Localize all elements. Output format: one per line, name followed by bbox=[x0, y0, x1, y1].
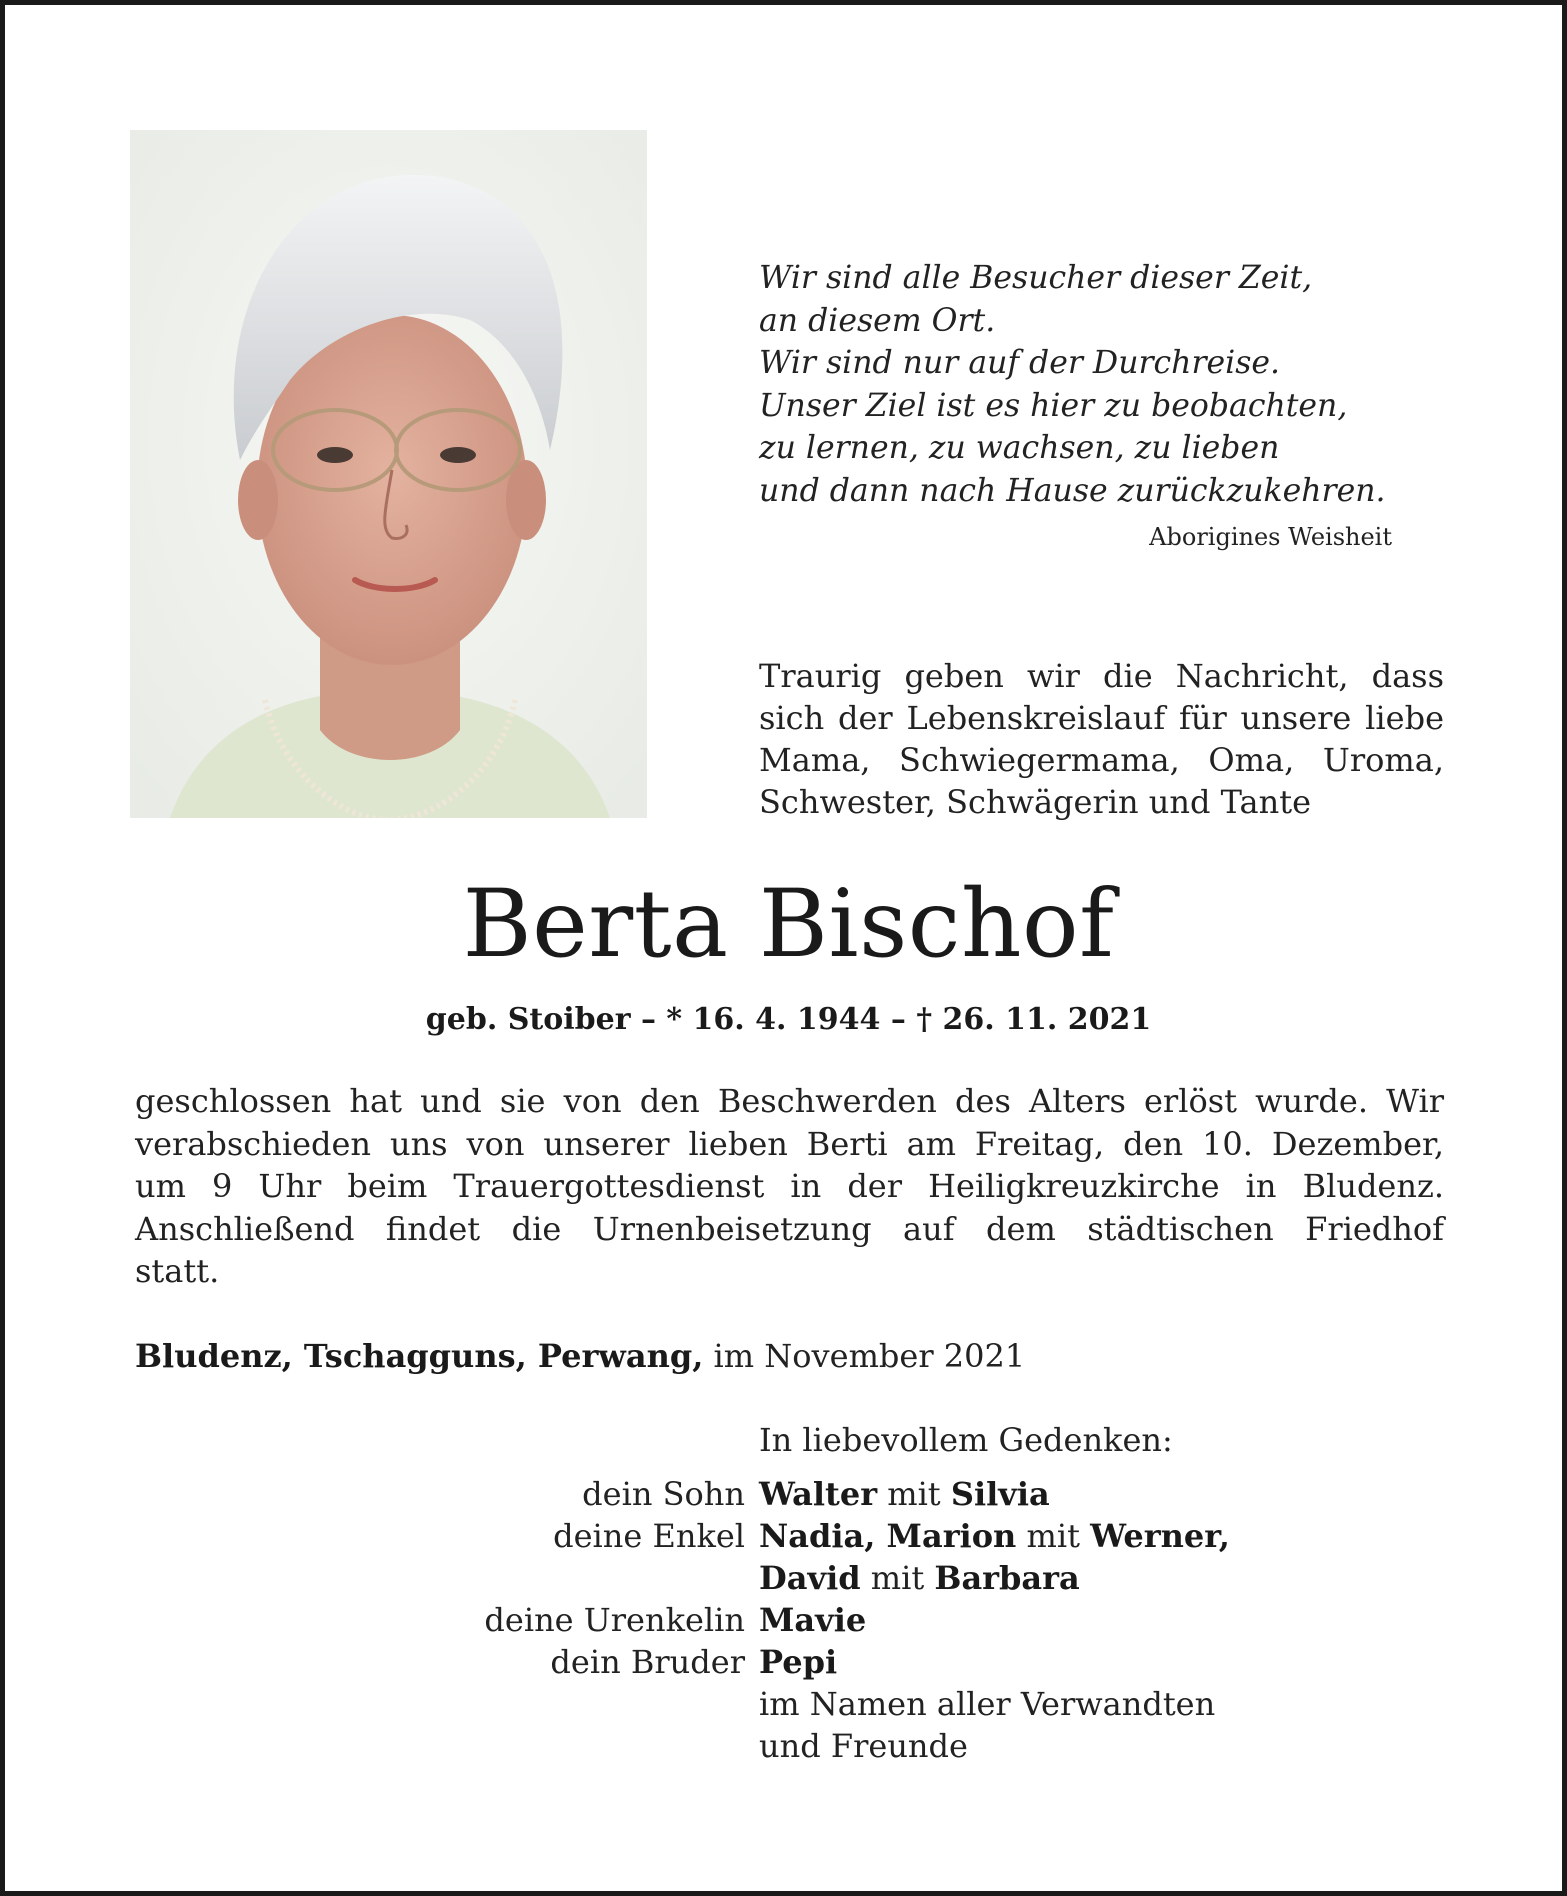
poem-line: zu lernen, zu wachsen, zu lieben bbox=[759, 430, 1280, 466]
mourner-names bbox=[759, 1473, 1050, 1515]
intro-line: Schwester, Schwägerin und Tante bbox=[759, 783, 1311, 821]
mourner-names bbox=[759, 1641, 837, 1683]
poem-source: Aborigines Weisheit bbox=[1149, 523, 1392, 551]
intro-line: Mama, Schwiegermama, Oma, Uroma, bbox=[759, 741, 1444, 779]
mourner-names bbox=[759, 1557, 1080, 1599]
place-date: im November 2021 bbox=[713, 1337, 1026, 1375]
mourner-names bbox=[759, 1515, 1230, 1557]
memory-heading: In liebevollem Gedenken: bbox=[759, 1421, 1173, 1459]
intro-text bbox=[759, 655, 1444, 823]
intro-line: Traurig geben wir die Nachricht, dass bbox=[759, 657, 1444, 695]
intro-line: sich der Lebenskreislauf für unsere liebe bbox=[759, 699, 1444, 737]
deceased-dates: geb. Stoiber – * 16. 4. 1944 – † 26. 11. 2021 bbox=[425, 1002, 1152, 1037]
poem-line: Wir sind nur auf der Durchreise. bbox=[759, 345, 1281, 381]
poem-line: und dann nach Hause zurückzukehren. bbox=[759, 472, 1386, 509]
poem-line: an diesem Ort. bbox=[759, 302, 996, 339]
announcement-text bbox=[135, 1080, 1444, 1293]
mourners-list bbox=[5, 1473, 1567, 1767]
mourner-row bbox=[5, 1599, 1567, 1641]
closing-line: im Namen aller Verwandten bbox=[759, 1685, 1216, 1723]
poem-line: Unser Ziel ist es hier zu beobachten, bbox=[759, 387, 1348, 424]
mourner-name: Barbara bbox=[934, 1559, 1080, 1597]
closing-line: und Freunde bbox=[759, 1727, 968, 1765]
body-line: um 9 Uhr beim Trauergottesdienst in der Heiligkreuzkirche in Bludenz. bbox=[135, 1167, 1444, 1205]
connector-word: mit bbox=[1026, 1517, 1080, 1555]
deceased-name: Berta Bischof bbox=[462, 870, 1115, 979]
portrait-image bbox=[130, 130, 647, 818]
place-towns: Bludenz, Tschagguns, Perwang, bbox=[135, 1337, 704, 1375]
body-line: Anschließend findet die Urnenbeisetzung auf dem städtischen Friedhof bbox=[135, 1209, 1444, 1248]
mourner-row bbox=[5, 1641, 1567, 1683]
relation-label: dein Sohn bbox=[582, 1475, 745, 1513]
poem-line: Wir sind alle Besucher dieser Zeit, bbox=[759, 260, 1313, 296]
body-line: verabschieden uns von unserer lieben Berti am Freitag, den 10. Dezember, bbox=[135, 1124, 1444, 1163]
mourner-row bbox=[5, 1557, 1567, 1599]
mourner-name: David bbox=[759, 1559, 861, 1597]
relation-label: deine Enkel bbox=[553, 1517, 745, 1555]
connector-word: mit bbox=[887, 1475, 941, 1513]
body-line: statt. bbox=[135, 1252, 220, 1290]
poem bbox=[759, 257, 1399, 512]
relation-label: dein Bruder bbox=[550, 1643, 745, 1681]
mourner-name: Mavie bbox=[759, 1601, 867, 1639]
mourner-row bbox=[5, 1683, 1567, 1725]
mourner-name: Pepi bbox=[759, 1643, 838, 1681]
mourner-names bbox=[759, 1599, 866, 1641]
mourner-name: Werner, bbox=[1090, 1517, 1230, 1555]
mourner-row bbox=[5, 1515, 1567, 1557]
relation-label: deine Urenkelin bbox=[484, 1601, 745, 1639]
mourner-name: Silvia bbox=[950, 1475, 1050, 1513]
mourner-name: Nadia, Marion bbox=[759, 1517, 1017, 1555]
mourner-row bbox=[5, 1725, 1567, 1767]
mourner-name: Walter bbox=[759, 1475, 878, 1513]
place-and-date bbox=[135, 1335, 1435, 1377]
mourner-row bbox=[5, 1473, 1567, 1515]
connector-word: mit bbox=[870, 1559, 925, 1597]
portrait-photo bbox=[130, 130, 647, 818]
body-line: geschlossen hat und sie von den Beschwerden des Alters erlöst wurde. Wir bbox=[135, 1082, 1444, 1120]
